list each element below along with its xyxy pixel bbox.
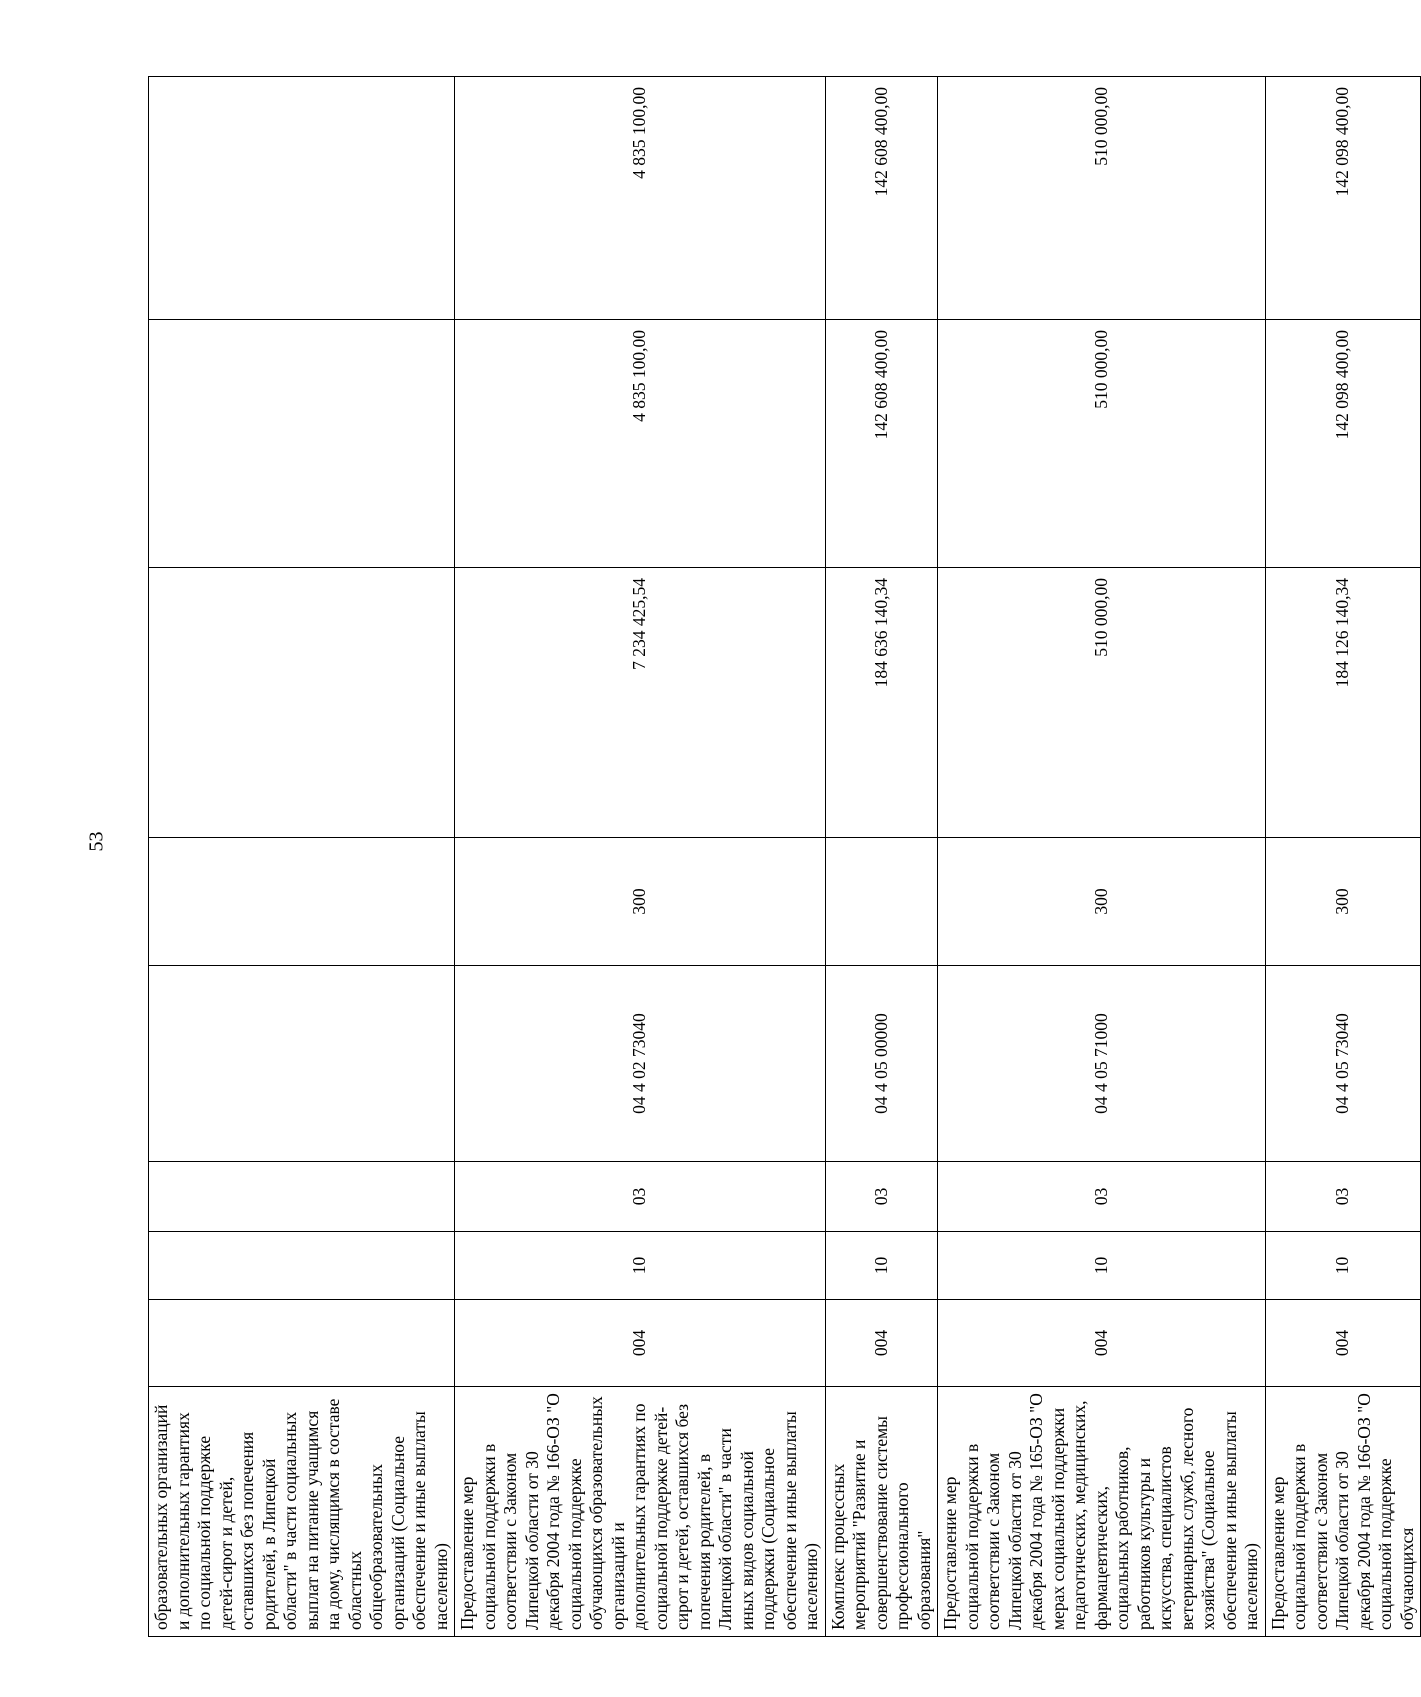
amount-year-2: 510 000,00 [938, 320, 1266, 568]
table-row [938, 77, 1266, 1637]
table-row [149, 77, 455, 1637]
amount-year-3: 510 000,00 [938, 77, 1266, 320]
amount-year-3 [149, 77, 455, 320]
target-article: 04 4 05 73040 [1265, 966, 1421, 1162]
subsection-code: 03 [938, 1162, 1266, 1232]
row-description: образовательных организаций и дополнительных гарантиях по социальной поддержке детей-сирот и детей, оставшихся без попечения родителей, в Липецкой области" в части социальных выплат на питание учащимся на дому, числящимся в составе областных общеобразовательных организаций (Социальное обеспечение и иные выплаты населению) [149, 1387, 455, 1637]
section-code: 10 [938, 1232, 1266, 1300]
section-code [149, 1232, 455, 1300]
amount-year-2: 142 608 400,00 [825, 320, 938, 568]
target-article: 04 4 05 71000 [938, 966, 1266, 1162]
target-article: 04 4 02 73040 [455, 966, 826, 1162]
row-description: Предоставление мер социальной поддержки в соответствии с Законом Липецкой области от 30 декабря 2004 года № 165-ОЗ "О мерах социальной поддержки педагогических, медицинских, фармацевтических, социальных работников, работников культуры и искусства, специалистов ветеринарных служб, лесного хозяйства" (Социальное обеспечение и иные выплаты населению) [938, 1387, 1266, 1637]
row-description: Предоставление мер социальной поддержки в соответствии с Законом Липецкой области от 30 декабря 2004 года № 166-ОЗ "О социальной поддержке обучающихся образовательных организаций и дополнительных гарантиях по социальной поддержке детей-сирот и детей, оставшихся без попечения родителей, в Липецкой области" в части иных видов социальной поддержки (Социальное обеспечение и иные выплаты населению) [455, 1387, 826, 1637]
amount-year-2 [149, 320, 455, 568]
page-number: 53 [85, 831, 108, 852]
amount-year-3: 142 098 400,00 [1265, 77, 1421, 320]
amount-year-3: 4 835 100,00 [455, 77, 826, 320]
subsection-code: 03 [455, 1162, 826, 1232]
amount-year-1: 7 234 425,54 [455, 568, 826, 838]
expense-type [825, 838, 938, 966]
rotated-table-container [148, 77, 1417, 1637]
target-article: 04 4 05 00000 [825, 966, 938, 1162]
row-description: Комплекс процессных мероприятий "Развитие и совершенствование системы профессионального образования" [825, 1387, 938, 1637]
section-code: 10 [455, 1232, 826, 1300]
expense-type: 300 [1265, 838, 1421, 966]
section-code: 10 [825, 1232, 938, 1300]
budget-code: 004 [938, 1300, 1266, 1387]
row-description: Предоставление мер социальной поддержки в соответствии с Законом Липецкой области от 30 декабря 2004 года № 166-ОЗ "О социальной поддержке обучающихся [1265, 1387, 1421, 1637]
amount-year-1: 184 126 140,34 [1265, 568, 1421, 838]
budget-code: 004 [825, 1300, 938, 1387]
subsection-code: 03 [825, 1162, 938, 1232]
budget-code: 004 [455, 1300, 826, 1387]
amount-year-3: 142 608 400,00 [825, 77, 938, 320]
expense-type [149, 838, 455, 966]
subsection-code [149, 1162, 455, 1232]
budget-code [149, 1300, 455, 1387]
target-article [149, 966, 455, 1162]
amount-year-1: 510 000,00 [938, 568, 1266, 838]
table-row [1265, 77, 1421, 1637]
table-body [149, 77, 1421, 1637]
section-code: 10 [1265, 1232, 1421, 1300]
amount-year-2: 142 098 400,00 [1265, 320, 1421, 568]
table-row [825, 77, 938, 1637]
table-row [455, 77, 826, 1637]
expense-type: 300 [455, 838, 826, 966]
amount-year-1 [149, 568, 455, 838]
amount-year-1: 184 636 140,34 [825, 568, 938, 838]
expense-type: 300 [938, 838, 1266, 966]
subsection-code: 03 [1265, 1162, 1421, 1232]
budget-table [148, 76, 1421, 1637]
amount-year-2: 4 835 100,00 [455, 320, 826, 568]
budget-code: 004 [1265, 1300, 1421, 1387]
